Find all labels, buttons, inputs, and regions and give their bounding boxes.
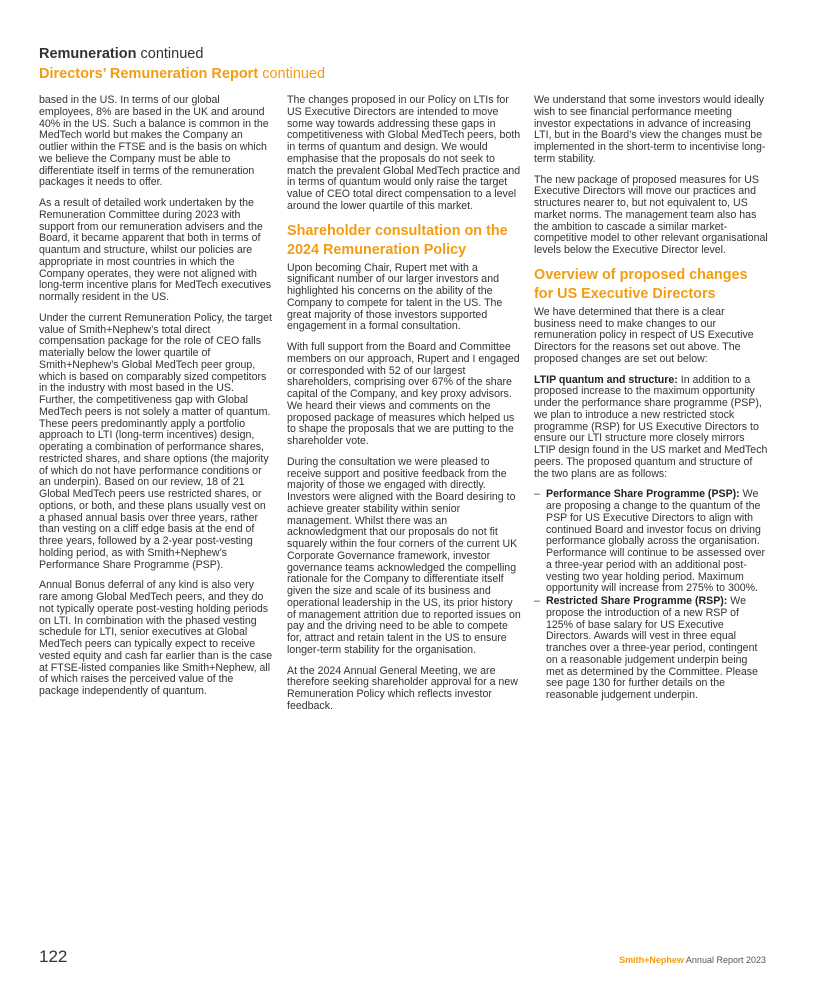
footer (619, 955, 766, 965)
paragraph-ltip (534, 375, 768, 481)
section-heading-shareholder-consultation: Shareholder consultation on the 2024 Remuneration Policy (287, 222, 508, 258)
rsp-text: We propose the introduction of a new RSP of 125% of base salary for US Executive Directors. Awards will vest in three equal tranches over a three-year period, contingent on a reasonable judgement underpin being met as determined by the Committee. Please see page 130 for further details on the reasonable judgement underpin. (546, 595, 758, 701)
dash-bullet: – (534, 595, 540, 607)
paragraph: Annual Bonus deferral of any kind is also very rare among Global MedTech peers, and they do not typically operate post-vesting holding periods on LTI. In combination with the phased vesting schedule for LTI, senior executives at Global MedTech peers can typically expect to receive vested equity and cash far earlier than is the case at FTSE-listed companies like Smith+Nephew, all of which raises the perceived value of the package independently of quantum. (39, 579, 273, 697)
ltip-label: LTIP quantum and structure: (534, 373, 678, 386)
report-header (39, 66, 325, 82)
section-title: Remuneration (39, 46, 137, 62)
brand-name: Smith+Nephew (619, 955, 684, 965)
psp-text: We are proposing a change to the quantum of the PSP for US Executive Directors to align with continued Board and investor focus on driving performance globally across the organisation. Performance will continue to be assessed over a three-year period with an additional post-vesting two year holding period. Maximum opportunity will increase from 275% to 300%. (546, 488, 766, 595)
report-title: Directors’ Remuneration Report (39, 66, 259, 82)
paragraph: The changes proposed in our Policy on LTIs for US Executive Directors are intended to move some way towards addressing these gaps in competitiveness with Global MedTech peers, both in terms of quantum and design. We would emphasise that the proposals do not seek to match the prevalent Global MedTech practice and in terms of quantum would only raise the target value of CEO total direct compensation to a level around the lower quartile of this market. (287, 94, 521, 212)
column-1 (39, 95, 273, 707)
paragraph: Under the current Remuneration Policy, the target value of Smith+Nephew’s total direct compensation package for the role of CEO falls materially below the lower quartile of Smith+Nephew’s Global MedTech peer group, which is based on comparably sized competitors in the industry with most based in the US. Further, the competitiveness gap with Global MedTech peers is not solely a matter of quantum. These peers predominantly apply a portfolio approach to LTI (long-term incentives) design, operating a combination of performance shares, restricted shares, and share options (the majority of which do not have performance conditions or an underpin). Based on our review, 18 of 21 Global MedTech peers use restricted shares, or options, or both, and these plans usually vest on a phased annual basis over three years, rather than vesting on a cliff edge basis at the end of three years, followed by a 2-year post-vesting holding period, as with Smith+Nephew’s Performance Share Programme (PSP). (39, 311, 272, 571)
section-header (39, 46, 203, 62)
section-suffix: continued (136, 46, 204, 62)
paragraph: based in the US. In terms of our global employees, 8% are based in the UK and around 40% in the US. Such a balance is common in the MedTech world but makes the Company an outlier within the FTSE and is the basis on which we believe the Company must be able to differentiate itself in terms of the remuneration packages it needs to offer. (39, 94, 269, 189)
paragraph: At the 2024 Annual General Meeting, we are therefore seeking shareholder approval for a new Remuneration Policy which reflects investor feedback. (287, 664, 518, 712)
page-number: 122 (39, 947, 68, 966)
paragraph: The new package of proposed measures for US Executive Directors will move our practices and structures nearer to, but not equivalent to, US market norms. The management team also has the ambition to cascade a similar market-competitive model to other relevant organisational levels below the Executive Director level. (534, 173, 768, 256)
paragraph: We have determined that there is a clear business need to make changes to our remuneration policy in respect of US Executive Directors for the reasons set out above. The proposed changes are set out below: (534, 305, 754, 365)
footer-report-title: Annual Report 2023 (683, 955, 766, 965)
paragraph: During the consultation we were pleased to receive support and positive feedback from the majority of those we engaged with directly. Investors were aligned with the Board desiring to achieve greater stability within senior management. Whilst there was an acknowledgment that our proposals do not fit squarely within the four corners of the current UK Corporate Governance framework, investor governance teams acknowledged the compelling rationale for the Company to differentiate itself given the size and scale of its business and operational leadership in the US, its prior history of management attrition due to reported issues on pay and the driving need to be able to compete for, attract and retain talent in the US to ensure longer-term stability for the organisation. (287, 455, 521, 656)
paragraph: We understand that some investors would ideally wish to see financial performance meeting investor expectations in advance of increasing LTI, but in the Board’s view the changes must be implemented in the short-term to incentivise long-term stability. (534, 94, 766, 165)
report-suffix: continued (258, 66, 326, 82)
psp-label: Performance Share Programme (PSP): (546, 488, 740, 501)
plan-list (534, 489, 768, 702)
dash-bullet: – (534, 488, 540, 501)
section-heading-proposed-changes: Overview of proposed changes for US Executive Directors (534, 266, 748, 302)
list-item-rsp (534, 596, 768, 702)
rsp-label: Restricted Share Programme (RSP): (546, 595, 728, 607)
ltip-text: In addition to a proposed increase to the maximum opportunity under the performance share programme (PSP), we plan to introduce a new restricted stock programme (RSP) for US Executive Directors to ensure our LTI structure more closely mirrors LTIP design found in the US market and MedTech peers. The proposed quantum and structure of the two plans are as follows: (534, 373, 768, 480)
list-item-psp (534, 489, 768, 595)
paragraph: With full support from the Board and Committee members on our approach, Rupert and I engaged or corresponded with 52 of our largest shareholders, comprising over 67% of the share capital of the Company, and key proxy advisors. We heard their views and comments on the proposed package of measures which helped us to shape the proposals that we are putting to the shareholder vote. (287, 341, 520, 447)
column-2 (287, 95, 521, 722)
paragraph: As a result of detailed work undertaken by the Remuneration Committee during 2023 with support from our remuneration advisers and the Board, it became apparent that both in terms of quantum and structure, whilst our policies are appropriate in most countries in which the Company operates, they were not aligned with long-term incentive plans for MedTech executives normally resident in the US. (39, 197, 271, 303)
column-3 (534, 95, 768, 703)
paragraph: Upon becoming Chair, Rupert met with a significant number of our larger investors and highlighted his concerns on the ability of the Company to compete for talent in the US. The great majority of those investors supported engagement in a formal consultation. (287, 261, 503, 333)
